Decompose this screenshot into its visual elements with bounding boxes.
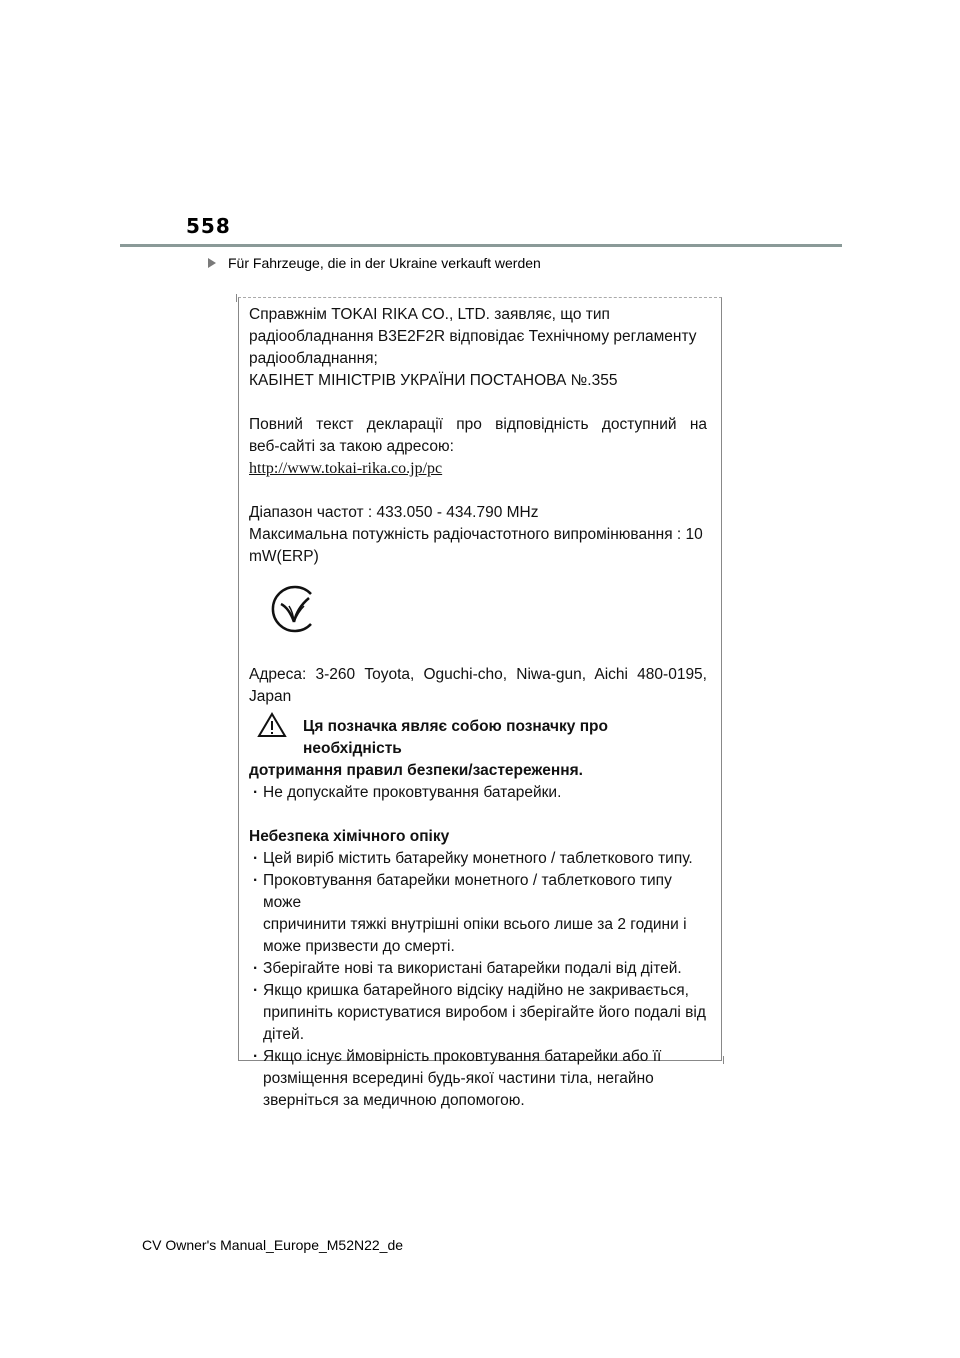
max-power-line: Максимальна потужність радіочастотного випромінювання : 10 xyxy=(249,526,703,543)
list-item: · Якщо кришка батарейного відсіку надійно не закривається, xyxy=(249,980,707,1002)
declaration-line: Справжнім TOKAI RIKA CO., LTD. заявляє, що тип xyxy=(249,306,610,323)
declaration-line: радіообладнання; xyxy=(249,350,378,367)
warning-bullet: · Не допускайте проковтування батарейки. xyxy=(249,782,707,804)
header-divider xyxy=(120,244,842,247)
list-item: · Якщо існує ймовірність проковтування батарейки або її xyxy=(249,1046,707,1068)
max-power-line: mW(ERP) xyxy=(249,548,319,565)
declaration-line: КАБІНЕТ МІНІСТРІВ УКРАЇНИ ПОСТАНОВА №.355 xyxy=(249,372,618,389)
frame-corner-mark xyxy=(236,294,237,302)
warning-title-line: Ця позначка являє собою позначку про необхідність xyxy=(303,718,608,757)
warning-triangle-icon xyxy=(257,712,287,738)
section-heading xyxy=(208,255,541,271)
declaration-text-line: Повний текст декларації про відповідність доступний на xyxy=(249,416,707,433)
page-footer: CV Owner's Manual_Europe_M52N22_de xyxy=(142,1237,404,1253)
list-item-continuation: припиніть користуватися виробом і зберігайте його подалі від xyxy=(263,1004,706,1021)
frequency-range: Діапазон частот : 433.050 - 434.790 MHz xyxy=(249,504,539,521)
list-item: · Цей виріб містить батарейку монетного / таблеткового типу. xyxy=(249,848,707,870)
list-item-continuation: дітей. xyxy=(263,1026,304,1043)
warning-row xyxy=(249,712,707,760)
declaration-line: радіообладнання B3E2F2R відповідає Технічному регламенту xyxy=(249,328,697,345)
declaration-text-line: веб-сайті за такою адресою: xyxy=(249,438,454,455)
section-heading-text: Für Fahrzeuge, die in der Ukraine verkauft werden xyxy=(228,255,541,271)
declaration-label xyxy=(238,297,722,1109)
frame-corner-mark xyxy=(723,1056,724,1064)
ukrainian-conformity-mark-icon xyxy=(267,582,321,636)
declaration-content xyxy=(249,304,707,1112)
certification-mark-area xyxy=(249,568,707,664)
list-item: · Зберігайте нові та використані батарейки подалі від дітей. xyxy=(249,958,707,980)
declaration-url-link[interactable]: http://www.tokai-rika.co.jp/pc xyxy=(249,460,443,477)
chemical-burn-heading: Небезпека хімічного опіку xyxy=(249,828,450,845)
list-item-continuation: може призвести до смерті. xyxy=(263,938,455,955)
warning-title-line: дотримання правил безпеки/застереження. xyxy=(249,762,583,779)
address-line: Japan xyxy=(249,688,292,705)
list-item-continuation: розміщення всередині будь-якої частини тіла, негайно xyxy=(263,1070,654,1087)
list-item: · Проковтування батарейки монетного / таблеткового типу може xyxy=(249,870,707,914)
triangle-arrow-icon xyxy=(208,258,216,268)
address-line: Адреса: 3-260 Toyota, Oguchi-cho, Niwa-gun, Aichi 480-0195, xyxy=(249,666,707,683)
list-item-continuation: спричинити тяжкі внутрішні опіки всього лише за 2 години і xyxy=(263,916,687,933)
page-number: 558 xyxy=(186,214,231,238)
list-item-continuation: зверніться за медичною допомогою. xyxy=(263,1092,525,1109)
